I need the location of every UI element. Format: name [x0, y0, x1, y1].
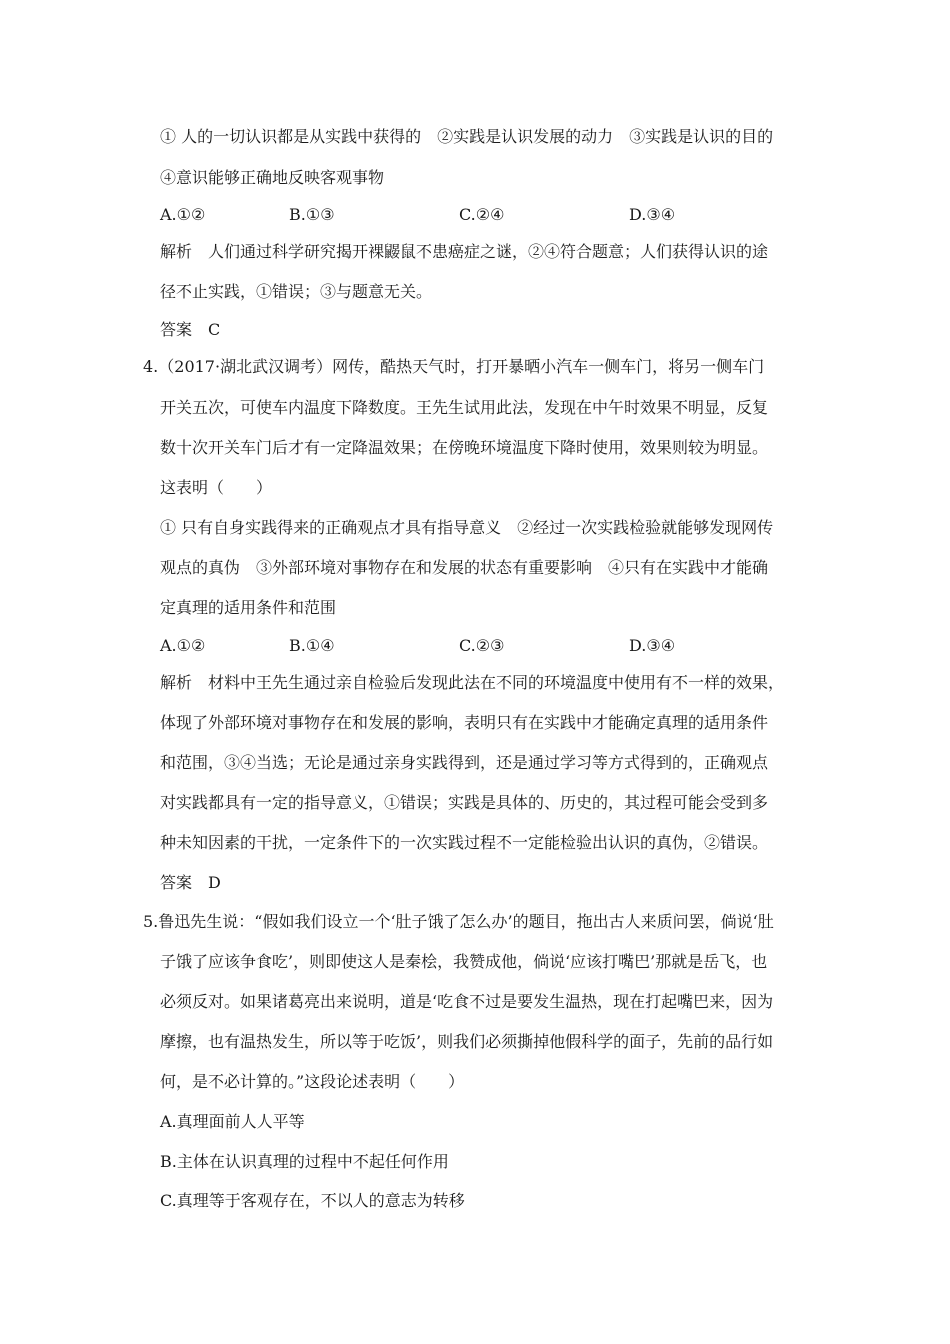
q3-analysis-line-1: 解析 人们通过科学研究揭开裸鼹鼠不患癌症之谜，②④符合题意；人们获得认识的途	[160, 242, 769, 261]
q4-stem-line-1: 4.（2017·湖北武汉调考）网传，酷热天气时，打开暴晒小汽车一侧车门，将另一侧车门	[143, 357, 765, 376]
q5-stem-line-1: 5.鲁迅先生说：“假如我们设立一个‘肚子饿了怎么办’的题目，拖出古人来质问罢，倘说‘肚	[143, 912, 774, 931]
q5-option-a: A.真理面前人人平等	[160, 1112, 305, 1131]
q4-statement-line-1: ① 只有自身实践得来的正确观点才具有指导意义 ②经过一次实践检验就能够发现网传	[160, 518, 774, 537]
q4-statement-line-3: 定真理的适用条件和范围	[160, 598, 337, 617]
q5-stem-line-4: 摩擦，也有温热发生，所以等于吃饭’，则我们必须撕掉他假科学的面子，先前的品行如	[160, 1032, 774, 1051]
q4-analysis-line-5: 种未知因素的干扰，一定条件下的一次实践过程不一定能检验出认识的真伪，②错误。	[160, 833, 769, 852]
q4-stem-line-3: 数十次开关车门后才有一定降温效果；在傍晚环境温度下降时使用，效果则较为明显。	[160, 438, 769, 457]
q3-option-b: B.①③	[289, 205, 335, 224]
q3-option-a: A.①②	[160, 205, 206, 224]
q4-option-a: A.①②	[160, 636, 206, 655]
q5-stem-line-5: 何，是不必计算的。”这段论述表明（ ）	[160, 1072, 465, 1091]
q3-statement-line-2: ④意识能够正确地反映客观事物	[160, 168, 385, 187]
q4-analysis-line-3: 和范围，③④当选；无论是通过亲身实践得到，还是通过学习等方式得到的，正确观点	[160, 753, 769, 772]
q4-analysis-line-4: 对实践都具有一定的指导意义，①错误；实践是具体的、历史的，其过程可能会受到多	[160, 793, 769, 812]
q5-stem-line-3: 必须反对。如果诸葛亮出来说明，道是‘吃食不过是要发生温热，现在打起嘴巴来，因为	[160, 992, 774, 1011]
q3-option-c: C.②④	[459, 205, 505, 224]
q4-analysis-line-1: 解析 材料中王先生通过亲自检验后发现此法在不同的环境温度中使用有不一样的效果，	[160, 673, 785, 692]
q5-stem-line-2: 子饿了应该争食吃’，则即使这人是秦桧，我赞成他，倘说‘应该打嘴巴’那就是岳飞，也	[160, 952, 768, 971]
q4-answer: 答案 D	[160, 873, 221, 892]
q5-option-b: B.主体在认识真理的过程中不起任何作用	[160, 1152, 449, 1171]
q4-option-d: D.③④	[629, 636, 676, 655]
q4-statement-line-2: 观点的真伪 ③外部环境对事物存在和发展的状态有重要影响 ④只有在实践中才能确	[160, 558, 769, 577]
q4-option-c: C.②③	[459, 636, 505, 655]
q4-stem-line-4: 这表明（ ）	[160, 478, 273, 497]
q4-analysis-line-2: 体现了外部环境对事物存在和发展的影响，表明只有在实践中才能确定真理的适用条件	[160, 713, 769, 732]
q3-statement-line-1: ① 人的一切认识都是从实践中获得的 ②实践是认识发展的动力 ③实践是认识的目的	[160, 127, 774, 146]
q3-analysis-line-2: 径不止实践，①错误；③与题意无关。	[160, 282, 433, 301]
q3-option-d: D.③④	[629, 205, 676, 224]
q5-option-c: C.真理等于客观存在，不以人的意志为转移	[160, 1191, 465, 1210]
q4-option-b: B.①④	[289, 636, 335, 655]
q3-answer: 答案 C	[160, 320, 221, 339]
q4-stem-line-2: 开关五次，可使车内温度下降数度。王先生试用此法，发现在中午时效果不明显，反复	[160, 398, 769, 417]
